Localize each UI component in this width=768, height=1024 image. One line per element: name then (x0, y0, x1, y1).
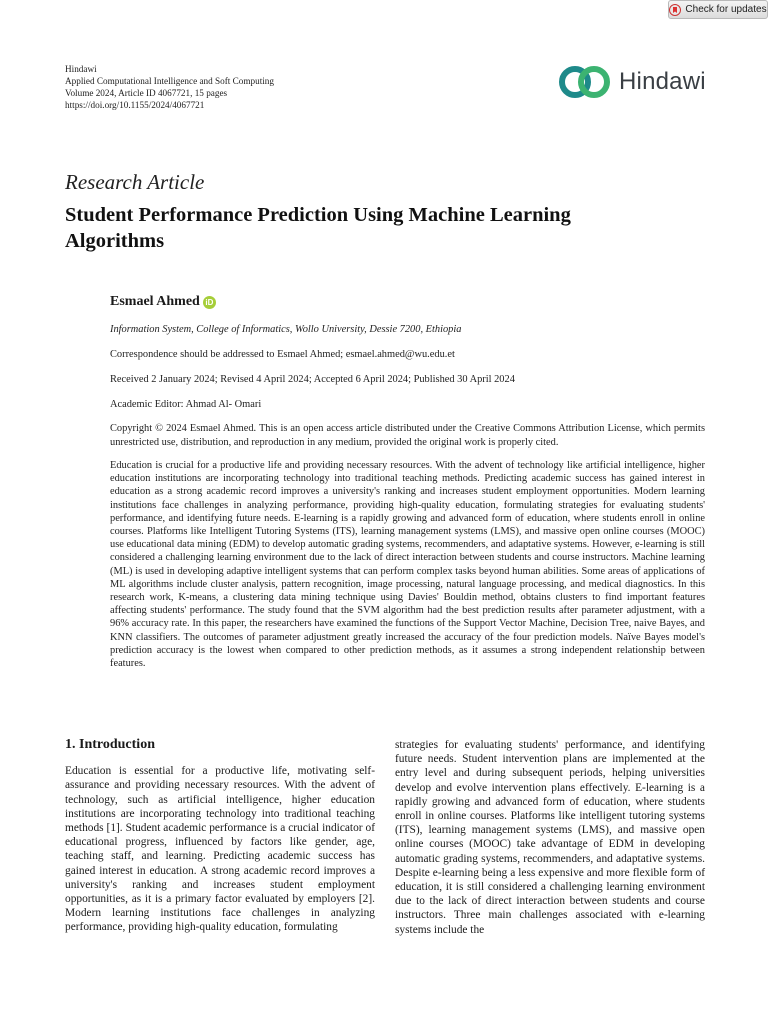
journal-info (65, 63, 274, 111)
body-right-column (395, 738, 705, 937)
section-heading: 1. Introduction (65, 737, 155, 752)
body-left-column (65, 738, 375, 935)
academic-editor: Academic Editor: Ahmad Al- Omari (110, 399, 262, 410)
article-type: Research Article (65, 170, 205, 194)
orcid-icon[interactable]: iD (203, 296, 216, 309)
hindawi-logo (557, 63, 706, 101)
check-for-updates-button[interactable] (668, 0, 768, 19)
affiliation: Information System, College of Informatics, Wollo University, Dessie 7200, Ethiopia (110, 324, 462, 335)
right-column-text: strategies for evaluating students' performance, and identifying future needs. Student intervention plans are implemented at the entry level and during subsequent periods, helping universities develop and evolve intervention plans effectively. E-learning is a rapidly growing and advanced form of education, where students enroll in online courses. Platforms like intelligent tutoring systems (ITS), learning management systems (LMS), and massive open online courses (MOOC) take advantage of EDM in developing automatic grading systems, recommenders, and adaptative systems. Despite e-learning being a less expensive and more flexible form of education, it is still considered a challenging learning environment due to the lack of direct interaction between students and course instructors. Three main challenges associated with e-learning systems include the (395, 739, 705, 936)
abstract: Education is crucial for a productive life and providing necessary resources. With the advent of technology like artificial intelligence, higher education institutions are incorporating technology into traditional teaching methods. Predicting academic success has gained interest in education as a strong academic record improves a university's ranking and increases student employment opportunities. Modern learning institutions face challenges in analyzing performance, providing high-quality education, formulating strategies for evaluating students' performance, and identifying future needs. E-learning is a rapidly growing and advanced form of education, where students enroll in online courses. Platforms like Intelligent Tutoring Systems (ITS), learning management systems (LMS), and massive open online courses (MOOC) use educational data mining (EDM) to develop automatic grading systems, recommenders, and adaptative systems. However, e-learning is still considered a challenging learning environment due to the lack of direct interaction between students and course instructors. Machine learning (ML) is used in developing adaptive intelligent systems that can perform complex tasks beyond human abilities. Some areas of applications of ML algorithms include cluster analysis, pattern recognition, image processing, natural language processing, and medical diagnostics. In this research work, K-means, a clustering data mining technique using Davies' Bouldin method, obtains clusters to find important features affecting students' performance. The study found that the SVM algorithm had the best prediction results after parameter adjustment, with a 96% accuracy rate. In this paper, the researchers have examined the functions of the Support Vector Machine, Decision Tree, naive Bayes, and KNN classifiers. The outcomes of parameter adjustment greatly increased the accuracy of the four prediction models. Naïve Bayes model's prediction accuracy is the lowest when compared to other prediction methods, as it assumes a strong independent relationship between features. (110, 460, 705, 670)
copyright-notice: Copyright © 2024 Esmael Ahmed. This is an open access article distributed under the Creative Commons Attribution License, which permits unrestricted use, distribution, and reproduction in any medium, provided the original work is properly cited. (110, 423, 705, 448)
crossmark-icon (669, 4, 681, 16)
author (110, 294, 216, 310)
publication-dates: Received 2 January 2024; Revised 4 April 2024; Accepted 6 April 2024; Published 30 April 2024 (110, 374, 515, 385)
hindawi-logo-icon (557, 63, 613, 101)
correspondence: Correspondence should be addressed to Esmael Ahmed; esmael.ahmed@wu.edu.et (110, 349, 455, 360)
volume-info: Volume 2024, Article ID 4067721, 15 pages (65, 88, 228, 98)
publisher-name: Hindawi (65, 64, 97, 74)
journal-name: Applied Computational Intelligence and Soft Computing (65, 76, 274, 86)
left-column-text: Education is essential for a productive life, motivating self-assurance and providing necessary resources. With the advent of technology, such as artificial intelligence, higher education institutions are incorporating technology into traditional teaching methods [1]. Student academic performance is a crucial indicator of educational progress, influenced by factors like gender, age, teaching staff, and learning. Predicting academic success has gained interest in education. A strong academic record improves a university's ranking and increases student employment opportunities, as it is a primary factor evaluated by employers [2]. Modern learning institutions face challenges in analyzing performance, providing high-quality education, formulating (65, 765, 375, 934)
article-title: Student Performance Prediction Using Machine Learning Algorithms (65, 204, 571, 252)
check-for-updates-label: Check for updates (685, 4, 767, 15)
hindawi-logo-text: Hindawi (619, 68, 706, 95)
doi-link[interactable]: https://doi.org/10.1155/2024/4067721 (65, 100, 205, 110)
author-name[interactable]: Esmael Ahmed (110, 294, 200, 309)
